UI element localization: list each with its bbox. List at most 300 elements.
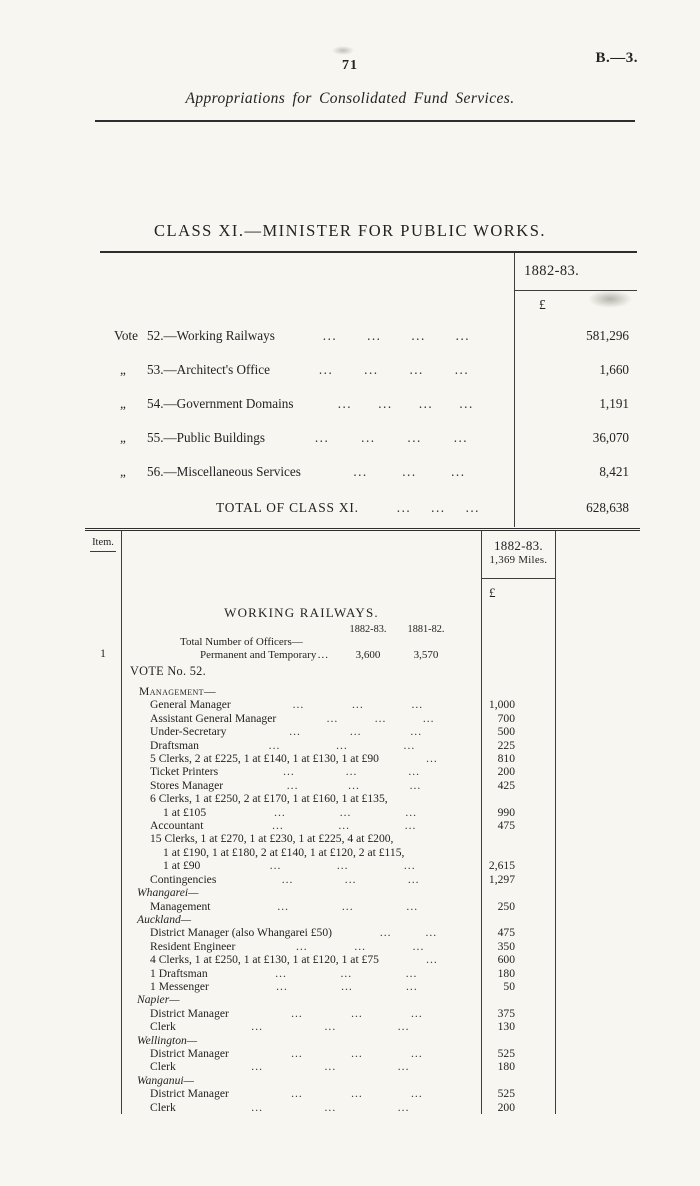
summary-header-spacer xyxy=(100,253,515,291)
item-cell xyxy=(85,993,122,1006)
detail-row xyxy=(85,725,640,738)
entry-label: 1 at £190, 1 at £180, 2 at £140, 1 at £120, 2 at £115, xyxy=(163,845,405,859)
entry-label: 6 Clerks, 1 at £250, 2 at £170, 1 at £160, 1 at £135, xyxy=(150,792,388,806)
amount-cell xyxy=(482,913,556,926)
amount-cell xyxy=(482,1074,556,1087)
row-body xyxy=(122,725,482,738)
row-body xyxy=(122,926,482,939)
leader-dots: ... ... ... xyxy=(281,872,420,886)
detail-row xyxy=(85,779,640,792)
leader-dots: ... ... ... xyxy=(289,725,423,739)
row-body xyxy=(122,900,482,913)
row-body xyxy=(122,792,482,819)
item-cell xyxy=(85,926,122,939)
entry-label: District Manager (also Whangarei £50) xyxy=(150,926,333,940)
detail-row xyxy=(85,873,640,886)
tail-cell xyxy=(556,1101,640,1114)
leader-dots: ... ... ... xyxy=(251,1100,410,1114)
region-label: Wellington— xyxy=(137,1033,198,1047)
row-amount: 50 xyxy=(503,979,515,993)
scan-artifact xyxy=(332,46,354,55)
tail-cell xyxy=(556,1007,640,1020)
item-header-label: Item. xyxy=(92,537,114,548)
amount-cell xyxy=(482,967,556,980)
item-cell xyxy=(85,980,122,993)
tail-cell xyxy=(556,819,640,832)
detail-header-spacer xyxy=(122,531,482,579)
entry-line xyxy=(122,725,481,738)
officers-count-1882: 3,600 xyxy=(355,649,381,661)
leader-dots: ... ... ... ... xyxy=(318,362,470,377)
entry-line xyxy=(122,926,481,939)
vote-label: 54.—Government Domains xyxy=(147,396,294,411)
tail-cell xyxy=(556,1047,640,1060)
vote-label-cell xyxy=(100,421,515,455)
entry-label: Management xyxy=(150,899,211,913)
entry-line xyxy=(122,859,481,872)
item-cell xyxy=(85,685,122,698)
amount-cell xyxy=(482,940,556,953)
intro-body xyxy=(122,579,482,662)
vote-ditto: „ xyxy=(120,430,126,445)
entry-line xyxy=(122,1020,481,1033)
leader-dots: ... ... ... xyxy=(295,939,425,953)
row-amount: 180 xyxy=(497,966,515,980)
detail-row xyxy=(85,792,640,819)
amount-cell xyxy=(482,926,556,939)
amount-cell xyxy=(482,1034,556,1047)
summary-year-header: 1882-83. xyxy=(515,253,637,291)
item-cell xyxy=(85,662,122,685)
entry-line xyxy=(122,806,481,819)
item-number-cell xyxy=(85,579,122,662)
entry-line xyxy=(122,1101,481,1114)
summary-vote-row xyxy=(100,319,637,353)
amount-cell xyxy=(482,1007,556,1020)
detail-row xyxy=(85,1101,640,1114)
amount-cell xyxy=(482,739,556,752)
tail-cell xyxy=(556,1060,640,1073)
detail-row xyxy=(85,819,640,832)
leader-dots: ... xyxy=(317,649,329,661)
detail-row xyxy=(85,832,640,872)
row-amount: 200 xyxy=(497,765,515,779)
entry-line xyxy=(122,832,481,845)
entry-label: District Manager xyxy=(150,1006,229,1020)
detail-rows xyxy=(85,685,640,1114)
row-body xyxy=(122,739,482,752)
row-amount: 990 xyxy=(497,805,515,819)
summary-rows xyxy=(100,319,637,489)
item-cell xyxy=(85,1020,122,1033)
entry-label: Resident Engineer xyxy=(150,939,236,953)
item-cell xyxy=(85,712,122,725)
detail-row xyxy=(85,1074,640,1087)
detail-currency-symbol: £ xyxy=(482,579,556,662)
entry-label: 1 at £105 xyxy=(163,805,207,819)
officers-count-1881: 3,570 xyxy=(413,649,439,661)
row-body xyxy=(122,1060,482,1073)
amount-cell xyxy=(482,752,556,765)
vote-amount: 581,296 xyxy=(586,328,629,343)
amount-cell xyxy=(482,1047,556,1060)
row-amount: 525 xyxy=(497,1046,515,1060)
entry-label: Clerk xyxy=(150,1100,176,1114)
row-body xyxy=(122,765,482,778)
row-body xyxy=(122,752,482,765)
amount-cell xyxy=(482,953,556,966)
officers-spacer xyxy=(122,623,339,636)
detail-row xyxy=(85,900,640,913)
amount-cell xyxy=(482,900,556,913)
region-label: Wanganui— xyxy=(137,1073,194,1087)
vote-label: 53.—Architect's Office xyxy=(147,362,270,377)
vote-amount: 36,070 xyxy=(592,430,629,445)
leader-dots: ... ... ... xyxy=(251,1060,410,1074)
detail-year-header xyxy=(482,531,556,579)
detail-row xyxy=(85,752,640,765)
summary-vote-row xyxy=(100,353,637,387)
item-header-rule xyxy=(90,551,116,552)
total-label: TOTAL OF CLASS XI. xyxy=(216,500,359,515)
row-body xyxy=(122,980,482,993)
officers-label: Permanent and Temporary xyxy=(200,649,317,661)
row-amount: 810 xyxy=(497,752,515,766)
amount-cell xyxy=(482,792,556,819)
tail-cell xyxy=(556,739,640,752)
entry-label: Under-Secretary xyxy=(150,725,227,739)
row-amount: 700 xyxy=(497,711,515,725)
class-title: CLASS XI.—MINISTER FOR PUBLIC WORKS. xyxy=(154,221,546,240)
row-body xyxy=(122,819,482,832)
amount-cell xyxy=(482,1020,556,1033)
summary-vote-row xyxy=(100,455,637,489)
leader-dots: ... ... ... xyxy=(276,979,418,993)
officers-heading: Total Number of Officers— xyxy=(180,636,303,648)
amount-cell xyxy=(482,1060,556,1073)
amount-cell xyxy=(482,662,556,685)
vote-label-cell xyxy=(100,319,515,353)
amount-cell xyxy=(482,712,556,725)
vote-ditto: Vote xyxy=(114,328,138,343)
region-label: Auckland— xyxy=(137,912,192,926)
entry-line xyxy=(122,846,481,859)
amount-cell xyxy=(482,1101,556,1114)
entry-line xyxy=(122,1047,481,1060)
entry-line xyxy=(122,752,481,765)
detail-row xyxy=(85,739,640,752)
leader-dots: ... ... ... xyxy=(268,738,416,752)
doc-reference: B.—3. xyxy=(595,50,638,66)
amount-cell xyxy=(482,886,556,899)
entry-label: Clerk xyxy=(150,1020,176,1034)
entry-label: Contingencies xyxy=(150,872,217,886)
item-cell xyxy=(85,1074,122,1087)
item-cell xyxy=(85,900,122,913)
detail-row xyxy=(85,1047,640,1060)
vote-ditto: „ xyxy=(120,396,126,411)
entry-line xyxy=(122,698,481,711)
officers-block xyxy=(122,623,455,662)
intro-tail xyxy=(556,579,640,662)
entry-label: 5 Clerks, 2 at £225, 1 at £140, 1 at £130, 1 at £90 xyxy=(150,752,379,766)
summary-vote-row xyxy=(100,387,637,421)
leader-dots: ... ... ... ... xyxy=(337,396,474,411)
item-cell xyxy=(85,1087,122,1100)
detail-intro-block xyxy=(85,579,640,662)
amount-cell xyxy=(482,873,556,886)
currency-symbol: £ xyxy=(539,297,546,312)
summary-total-row xyxy=(100,489,637,527)
entry-label: 1 Messenger xyxy=(150,979,209,993)
item-cell xyxy=(85,1007,122,1020)
vote-label: 56.—Miscellaneous Services xyxy=(147,464,301,479)
entry-line xyxy=(122,940,481,953)
tail-cell xyxy=(556,725,640,738)
entry-label: Clerk xyxy=(150,1060,176,1074)
entry-line xyxy=(122,765,481,778)
detail-row xyxy=(85,1060,640,1073)
detail-year-label: 1882-83. xyxy=(494,538,543,553)
row-body xyxy=(122,779,482,792)
entry-line xyxy=(122,900,481,913)
item-cell xyxy=(85,886,122,899)
entry-line xyxy=(122,1060,481,1073)
vote-label: 52.—Working Railways xyxy=(147,328,275,343)
detail-row xyxy=(85,980,640,993)
entry-label: 1 at £90 xyxy=(163,859,201,873)
detail-header-row xyxy=(85,531,640,579)
entry-label: District Manager xyxy=(150,1087,229,1101)
row-amount: 525 xyxy=(497,1087,515,1101)
entry-line xyxy=(122,712,481,725)
tail-cell xyxy=(556,900,640,913)
item-cell xyxy=(85,913,122,926)
row-body xyxy=(122,940,482,953)
region-label: Whangarei— xyxy=(137,886,199,900)
row-body xyxy=(122,712,482,725)
entry-line xyxy=(122,1007,481,1020)
miles-note: 1,369 Miles. xyxy=(489,554,548,567)
row-body xyxy=(122,993,482,1006)
vote-amount: 8,421 xyxy=(599,464,629,479)
leader-dots: ... ... ... xyxy=(277,899,419,913)
item-cell xyxy=(85,752,122,765)
entry-line xyxy=(122,739,481,752)
entry-line xyxy=(122,1087,481,1100)
compare-year-1: 1882-83. xyxy=(349,624,387,635)
tail-cell xyxy=(556,967,640,980)
vote-label-cell xyxy=(100,387,515,421)
row-body xyxy=(122,1034,482,1047)
row-amount: 2,615 xyxy=(488,859,515,873)
row-body xyxy=(122,886,482,899)
compare-year-2: 1881-82. xyxy=(407,624,445,635)
entry-line xyxy=(122,779,481,792)
row-body xyxy=(122,1087,482,1100)
group-label: Management— xyxy=(139,685,216,698)
item-cell xyxy=(85,1034,122,1047)
vote-heading: VOTE No. 52. xyxy=(122,662,482,685)
entry-label: Ticket Printers xyxy=(150,765,219,779)
row-amount: 600 xyxy=(497,953,515,967)
amount-cell xyxy=(482,765,556,778)
section-title: WORKING RAILWAYS. xyxy=(224,605,379,620)
detail-row xyxy=(85,1020,640,1033)
row-body xyxy=(122,967,482,980)
tail-cell xyxy=(556,662,640,685)
summary-header-row xyxy=(100,253,637,291)
tail-cell xyxy=(556,1074,640,1087)
detail-row xyxy=(85,993,640,1006)
total-label-cell xyxy=(100,489,515,527)
entry-label: General Manager xyxy=(150,698,231,712)
row-amount: 425 xyxy=(497,778,515,792)
header-rule xyxy=(95,120,635,122)
vote-label: 55.—Public Buildings xyxy=(147,430,265,445)
row-body xyxy=(122,1020,482,1033)
vote-label-cell xyxy=(100,455,515,489)
item-cell xyxy=(85,779,122,792)
row-amount: 200 xyxy=(497,1100,515,1114)
item-cell xyxy=(85,765,122,778)
tail-cell xyxy=(556,926,640,939)
entry-label: Stores Manager xyxy=(150,778,224,792)
row-amount: 475 xyxy=(497,926,515,940)
entry-label: District Manager xyxy=(150,1046,229,1060)
leader-dots: ... xyxy=(426,953,438,967)
leader-dots: ... ... ... xyxy=(272,819,417,833)
region-label: Napier— xyxy=(137,993,180,1007)
amount-cell xyxy=(482,698,556,711)
row-body xyxy=(122,873,482,886)
summary-currency-row xyxy=(100,291,637,319)
entry-label: 1 Draftsman xyxy=(150,966,208,980)
entry-line xyxy=(122,980,481,993)
detail-row xyxy=(85,1087,640,1100)
item-cell xyxy=(85,792,122,819)
entry-label: 15 Clerks, 1 at £270, 1 at £230, 1 at £225, 4 at £200, xyxy=(150,832,394,846)
tail-cell xyxy=(556,792,640,819)
tail-cell xyxy=(556,993,640,1006)
entry-label: Assistant General Manager xyxy=(150,711,277,725)
item-number: 1 xyxy=(100,648,106,660)
leader-dots: ... ... ... xyxy=(283,765,421,779)
row-body xyxy=(122,685,482,698)
detail-table xyxy=(85,528,640,1114)
detail-row xyxy=(85,926,640,939)
tail-cell xyxy=(556,752,640,765)
tail-cell xyxy=(556,698,640,711)
entry-label: Accountant xyxy=(150,819,204,833)
item-cell xyxy=(85,1101,122,1114)
row-body xyxy=(122,1074,482,1087)
amount-cell xyxy=(482,1087,556,1100)
item-cell xyxy=(85,739,122,752)
row-amount: 500 xyxy=(497,725,515,739)
page-number: 71 xyxy=(342,58,358,73)
detail-row xyxy=(85,1007,640,1020)
amount-cell xyxy=(482,832,556,872)
row-amount: 180 xyxy=(497,1060,515,1074)
row-body xyxy=(122,1101,482,1114)
detail-row xyxy=(85,1034,640,1047)
vote-amount: 1,660 xyxy=(599,362,629,377)
tail-cell xyxy=(556,765,640,778)
detail-row xyxy=(85,940,640,953)
item-cell xyxy=(85,725,122,738)
detail-row xyxy=(85,967,640,980)
leader-dots: ... ... ... xyxy=(353,464,466,479)
tail-cell xyxy=(556,940,640,953)
item-cell xyxy=(85,1047,122,1060)
row-amount: 1,000 xyxy=(488,698,515,712)
entry-label: 4 Clerks, 1 at £250, 1 at £130, 1 at £120, 1 at £75 xyxy=(150,953,379,967)
detail-row xyxy=(85,886,640,899)
detail-row xyxy=(85,953,640,966)
leader-dots: ... ... ... xyxy=(396,500,480,515)
row-body xyxy=(122,1047,482,1060)
tail-cell xyxy=(556,779,640,792)
leader-dots: ... ... ... xyxy=(292,698,424,712)
row-body xyxy=(122,953,482,966)
item-cell xyxy=(85,1060,122,1073)
amount-cell xyxy=(482,993,556,1006)
tail-cell xyxy=(556,1034,640,1047)
row-amount: 250 xyxy=(497,899,515,913)
detail-row xyxy=(85,712,640,725)
row-amount: 1,297 xyxy=(488,872,515,886)
summary-vote-row xyxy=(100,421,637,455)
tail-cell xyxy=(556,980,640,993)
leader-dots: ... ... ... xyxy=(274,805,418,819)
total-amount: 628,638 xyxy=(586,500,629,515)
leader-dots: ... ... ... xyxy=(275,966,418,980)
detail-row xyxy=(85,685,640,698)
leader-dots: ... ... xyxy=(379,926,438,940)
row-body xyxy=(122,1007,482,1020)
tail-cell xyxy=(556,873,640,886)
amount-cell xyxy=(482,819,556,832)
entry-line xyxy=(122,792,481,805)
tail-cell xyxy=(556,1020,640,1033)
item-cell xyxy=(85,698,122,711)
row-amount: 130 xyxy=(497,1020,515,1034)
vote-label-cell xyxy=(100,353,515,387)
row-amount: 350 xyxy=(497,939,515,953)
vote-heading-row xyxy=(85,662,640,685)
amount-cell xyxy=(482,980,556,993)
tail-cell xyxy=(556,953,640,966)
item-cell xyxy=(85,967,122,980)
vote-ditto: „ xyxy=(120,464,126,479)
entry-line xyxy=(122,967,481,980)
tail-cell xyxy=(556,832,640,872)
detail-row xyxy=(85,698,640,711)
row-body xyxy=(122,913,482,926)
tail-cell xyxy=(556,913,640,926)
leader-dots: ... ... ... xyxy=(286,778,422,792)
item-cell xyxy=(85,940,122,953)
leader-dots: ... ... ... xyxy=(269,859,416,873)
amount-cell xyxy=(482,779,556,792)
amount-cell xyxy=(482,685,556,698)
item-cell xyxy=(85,832,122,872)
summary-currency-spacer xyxy=(100,291,515,319)
officers-line xyxy=(122,649,339,662)
vote-amount: 1,191 xyxy=(599,396,629,411)
entry-line xyxy=(122,873,481,886)
